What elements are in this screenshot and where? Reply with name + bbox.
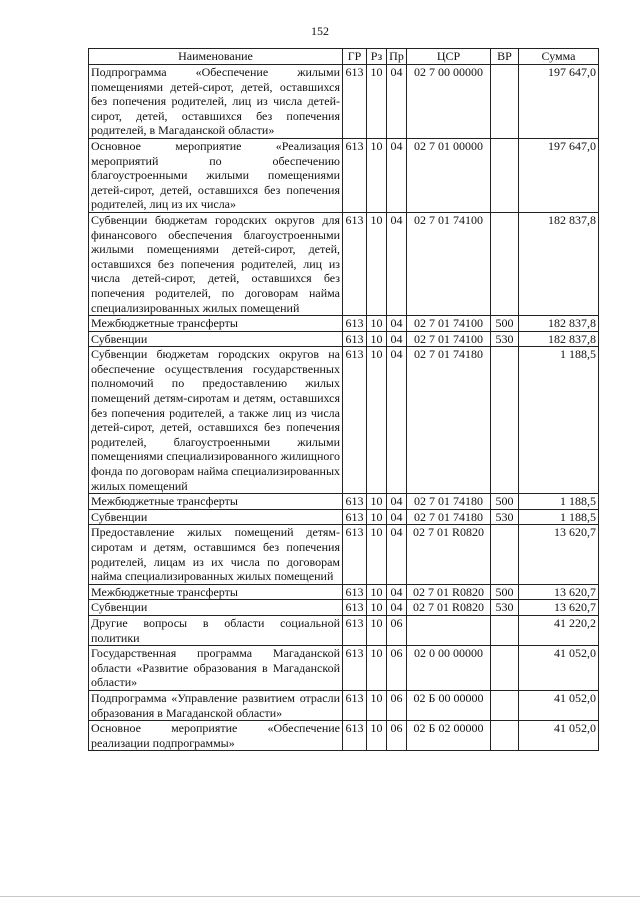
row-gr: 613: [343, 65, 367, 139]
row-rz: 10: [367, 721, 387, 751]
row-csr: 02 7 01 R0820: [407, 584, 491, 600]
row-rz: 10: [367, 138, 387, 212]
row-rz: 10: [367, 525, 387, 584]
row-rz: 10: [367, 584, 387, 600]
page-number: 152: [311, 24, 329, 38]
table-row: [89, 690, 599, 720]
row-vr: [491, 212, 519, 315]
row-pr: 06: [387, 690, 407, 720]
row-rz: 10: [367, 600, 387, 616]
row-csr: [407, 615, 491, 645]
row-rz: 10: [367, 212, 387, 315]
row-vr: 500: [491, 316, 519, 332]
row-gr: 613: [343, 615, 367, 645]
table-row: [89, 584, 599, 600]
row-csr: 02 7 01 74180: [407, 494, 491, 510]
row-csr: 02 7 01 R0820: [407, 525, 491, 584]
row-csr: 02 7 01 74100: [407, 316, 491, 332]
table-row: [89, 65, 599, 139]
row-rz: 10: [367, 646, 387, 691]
row-sum: 182 837,8: [519, 316, 599, 332]
row-gr: 613: [343, 646, 367, 691]
table-row: [89, 316, 599, 332]
scan-edge-line: [0, 896, 640, 897]
header-rz: Рз: [367, 49, 387, 65]
row-vr: 530: [491, 600, 519, 616]
row-vr: [491, 65, 519, 139]
row-vr: 500: [491, 584, 519, 600]
table-row: [89, 347, 599, 494]
row-sum: 13 620,7: [519, 600, 599, 616]
header-gr: ГР: [343, 49, 367, 65]
table-row: [89, 138, 599, 212]
row-pr: 04: [387, 494, 407, 510]
row-rz: 10: [367, 615, 387, 645]
row-pr: 06: [387, 721, 407, 751]
row-vr: [491, 138, 519, 212]
row-gr: 613: [343, 721, 367, 751]
row-pr: 04: [387, 331, 407, 347]
row-pr: 04: [387, 316, 407, 332]
row-pr: 04: [387, 212, 407, 315]
row-gr: 613: [343, 138, 367, 212]
row-gr: 613: [343, 509, 367, 525]
row-name: Субвенции: [89, 509, 343, 525]
row-sum: 41 052,0: [519, 690, 599, 720]
row-name: Государственная программа Магаданской области «Развитие образования в Магаданской области»: [89, 646, 343, 691]
row-name: Субвенции: [89, 331, 343, 347]
row-csr: 02 7 01 74180: [407, 509, 491, 525]
row-csr: 02 7 01 R0820: [407, 600, 491, 616]
row-csr: 02 7 01 00000: [407, 138, 491, 212]
row-rz: 10: [367, 316, 387, 332]
row-csr: 02 7 01 74100: [407, 331, 491, 347]
row-name: Предоставление жилых помещений детям-сиротам и детям, оставшимся без попечения родителей, лицам из их числа по договорам найма специализированных жилых помещений: [89, 525, 343, 584]
row-rz: 10: [367, 494, 387, 510]
row-pr: 04: [387, 584, 407, 600]
table-header-row: [89, 49, 599, 65]
row-gr: 613: [343, 525, 367, 584]
row-sum: 41 052,0: [519, 646, 599, 691]
row-rz: 10: [367, 65, 387, 139]
table-row: [89, 721, 599, 751]
row-name: Подпрограмма «Обеспечение жилыми помещениями детей-сирот, детей, оставшихся без попечения родителей, лиц из числа детей-сирот, детей, оставшихся без попечения родителей, в Магаданской области»: [89, 65, 343, 139]
row-sum: 41 220,2: [519, 615, 599, 645]
header-vr: ВР: [491, 49, 519, 65]
header-pr: Пр: [387, 49, 407, 65]
row-pr: 04: [387, 347, 407, 494]
row-name: Межбюджетные трансферты: [89, 584, 343, 600]
row-sum: 13 620,7: [519, 584, 599, 600]
row-vr: 500: [491, 494, 519, 510]
row-sum: 182 837,8: [519, 331, 599, 347]
row-pr: 06: [387, 646, 407, 691]
table-row: [89, 646, 599, 691]
table-row: [89, 525, 599, 584]
row-sum: 197 647,0: [519, 138, 599, 212]
row-sum: 1 188,5: [519, 494, 599, 510]
row-sum: 1 188,5: [519, 347, 599, 494]
row-pr: 04: [387, 525, 407, 584]
table-row: [89, 600, 599, 616]
row-csr: 02 7 01 74100: [407, 212, 491, 315]
row-name: Субвенции бюджетам городских округов для финансового обеспечения благоустроенными жилыми помещениями детей-сирот, детей, оставшихся без попечения родителей, лиц из числа детей-сирот, детей, оставшихся без попечения родителей, по договорам найма специализированных жилых помещений: [89, 212, 343, 315]
header-name: Наименование: [89, 49, 343, 65]
row-pr: 04: [387, 65, 407, 139]
row-vr: [491, 347, 519, 494]
row-gr: 613: [343, 347, 367, 494]
row-name: Межбюджетные трансферты: [89, 494, 343, 510]
budget-table: [88, 48, 599, 751]
row-name: Основное мероприятие «Обеспечение реализации подпрограммы»: [89, 721, 343, 751]
table-row: [89, 615, 599, 645]
header-csr: ЦСР: [407, 49, 491, 65]
row-csr: 02 Б 00 00000: [407, 690, 491, 720]
row-vr: [491, 721, 519, 751]
row-name: Основное мероприятие «Реализация мероприятий по обеспечению благоустроенными жилыми помещениями детей-сирот, детей, оставшихся без попечения родителей, лиц из их числа»: [89, 138, 343, 212]
row-pr: 06: [387, 615, 407, 645]
row-sum: 182 837,8: [519, 212, 599, 315]
row-gr: 613: [343, 316, 367, 332]
table-row: [89, 212, 599, 315]
row-gr: 613: [343, 690, 367, 720]
row-sum: 1 188,5: [519, 509, 599, 525]
row-rz: 10: [367, 690, 387, 720]
table-row: [89, 494, 599, 510]
row-rz: 10: [367, 347, 387, 494]
row-sum: 13 620,7: [519, 525, 599, 584]
row-name: Межбюджетные трансферты: [89, 316, 343, 332]
row-name: Субвенции: [89, 600, 343, 616]
table-row: [89, 331, 599, 347]
row-gr: 613: [343, 494, 367, 510]
table-body: [89, 65, 599, 751]
row-vr: [491, 525, 519, 584]
row-name: Подпрограмма «Управление развитием отрасли образования в Магаданской области»: [89, 690, 343, 720]
row-gr: 613: [343, 331, 367, 347]
table-row: [89, 509, 599, 525]
row-pr: 04: [387, 509, 407, 525]
row-vr: [491, 646, 519, 691]
row-gr: 613: [343, 212, 367, 315]
row-gr: 613: [343, 600, 367, 616]
row-vr: 530: [491, 509, 519, 525]
header-sum: Сумма: [519, 49, 599, 65]
row-name: Другие вопросы в области социальной политики: [89, 615, 343, 645]
row-vr: [491, 690, 519, 720]
row-csr: 02 0 00 00000: [407, 646, 491, 691]
row-vr: 530: [491, 331, 519, 347]
row-csr: 02 7 01 74180: [407, 347, 491, 494]
row-rz: 10: [367, 509, 387, 525]
row-pr: 04: [387, 600, 407, 616]
row-csr: 02 7 00 00000: [407, 65, 491, 139]
row-sum: 41 052,0: [519, 721, 599, 751]
row-gr: 613: [343, 584, 367, 600]
row-name: Субвенции бюджетам городских округов на обеспечение осуществления государственных полномочий по предоставлению жилых помещений детям-сиротам и детям, оставшихся без попечения родителей, а также лиц из числа детей-сирот, детей, оставшихся без попечения родителей, благоустроенными жилыми помещениями специализированного жилищного фонда по договорам найма специализированных жилых помещений: [89, 347, 343, 494]
row-sum: 197 647,0: [519, 65, 599, 139]
row-pr: 04: [387, 138, 407, 212]
row-csr: 02 Б 02 00000: [407, 721, 491, 751]
row-vr: [491, 615, 519, 645]
row-rz: 10: [367, 331, 387, 347]
